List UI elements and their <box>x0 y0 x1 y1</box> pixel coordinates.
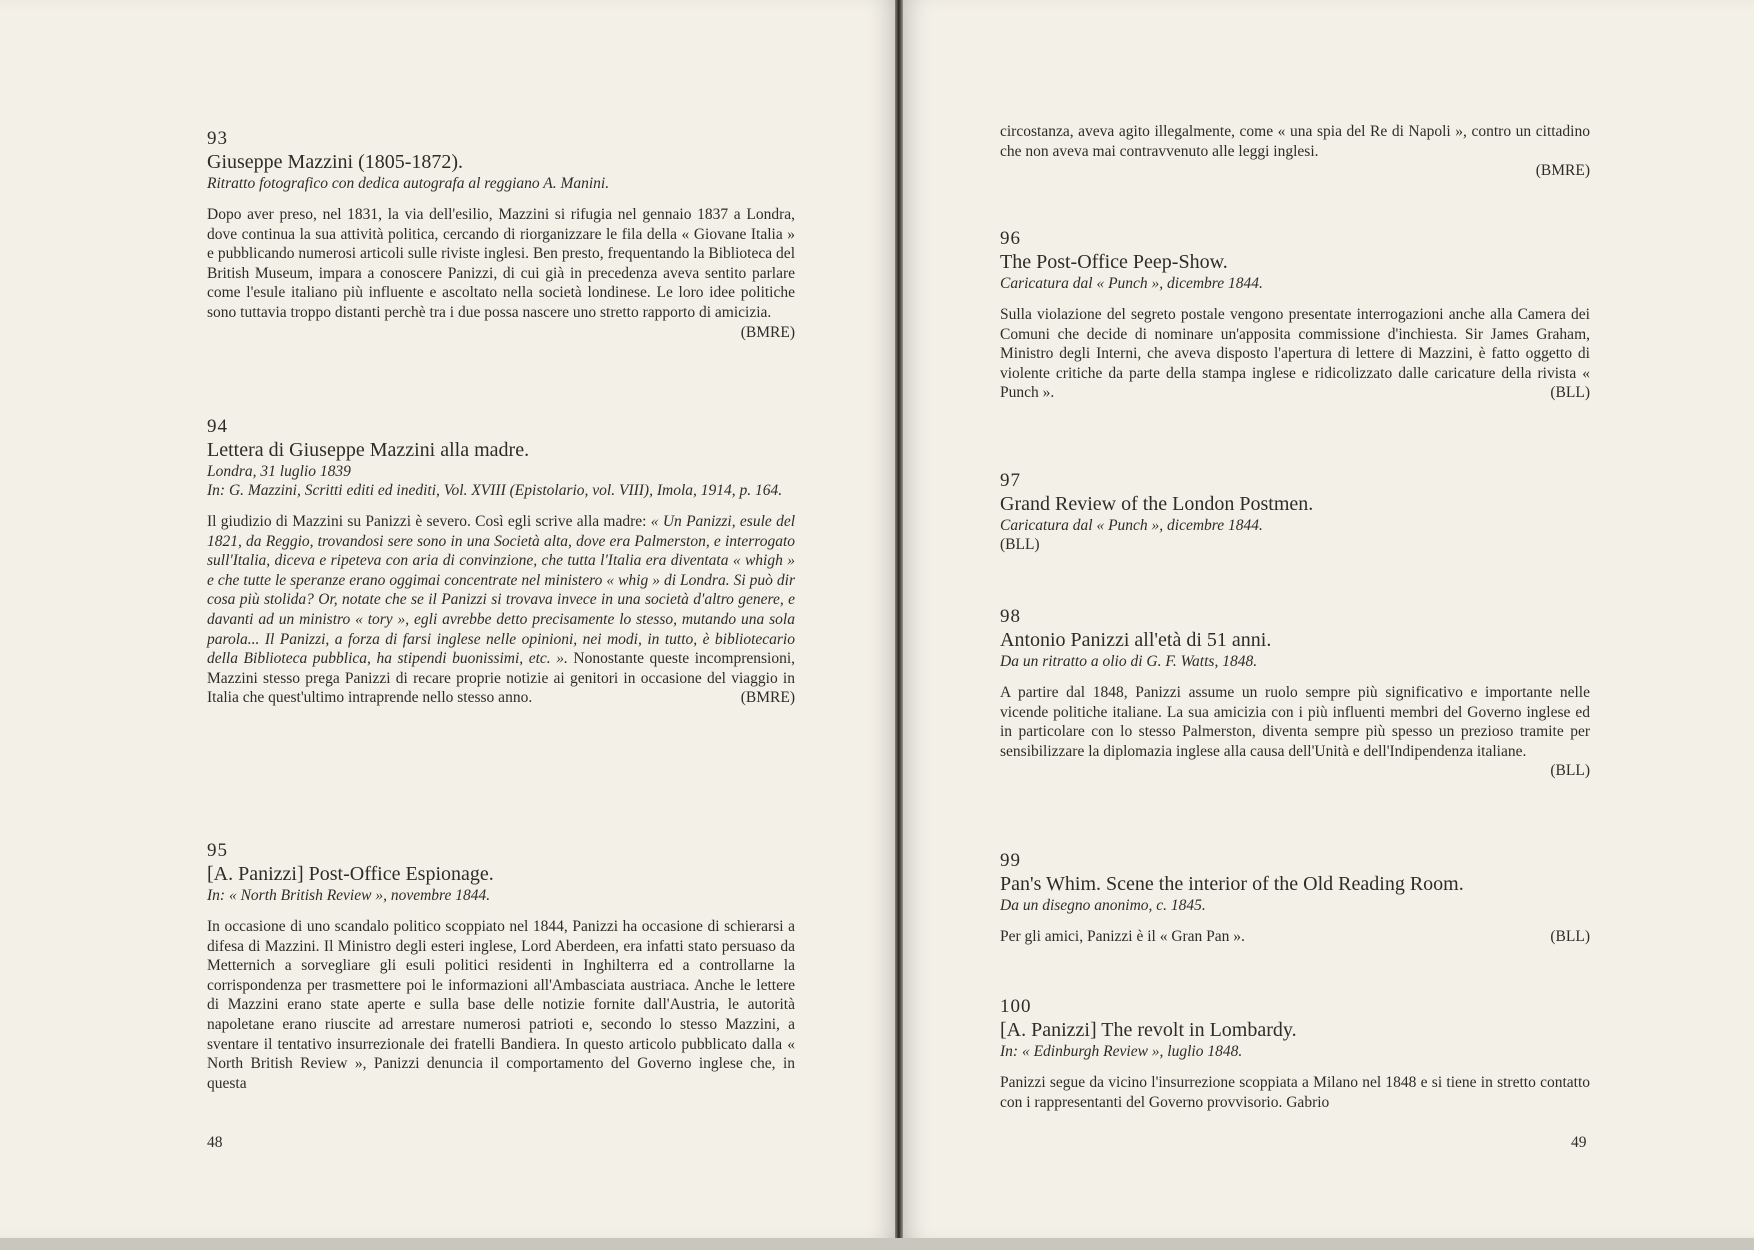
entry-body: In occasione di uno scandalo politico scoppiato nel 1844, Panizzi ha occasione di schierarsi a difesa di Mazzini. Il Ministro degli esteri inglese, Lord Aberdeen, era infatti stato persuaso da Metternich a sorvegliare gli esuli politici residenti in Inghilterra ed a controllarne la corrispondenza per trasmettere poi le informazioni all'Ambasciata austriaca. Anche le lettere di Mazzini erano state aperte e sulla base delle notizie fornite dall'Austria, le autorità napoletane erano riuscite ad arrestare numerosi patrioti e, secondo lo stesso Mazzini, a sventare il tentativo insurrezionale dei fratelli Bandiera. In questo articolo pubblicato dalla « North British Review », Panizzi denuncia il comportamento del Governo inglese che, in questa <box>207 918 795 1092</box>
entry-reference: (BLL) <box>1550 384 1590 402</box>
entry-body <box>1000 927 1590 947</box>
entry-reference: (BLL) <box>1550 928 1590 945</box>
entry-93 <box>207 128 795 342</box>
entry-95 <box>207 840 795 1093</box>
entry-body: A partire dal 1848, Panizzi assume un ruolo sempre più significativo e importante nelle vicende politiche italiane. La sua amicizia con i più influenti membri del Governo inglese ed in particolare con lo stesso Palmerston, diventa sempre più spesso un prezioso tramite per sensibilizzare la diplomazia inglese alla causa dell'Unità e dell'Indipendenza italiane. <box>1000 684 1590 760</box>
entry-body-intro: Il giudizio di Mazzini su Panizzi è severo. Così egli scrive alla madre: <box>207 513 651 530</box>
entry-number: 96 <box>1000 228 1021 249</box>
continuation-block <box>1000 122 1590 181</box>
book-gutter <box>895 0 903 1238</box>
page-number-right: 49 <box>1571 1134 1587 1151</box>
entry-body-text: Sulla violazione del segreto postale vengono presentate interrogazioni anche alla Camera dei Comuni che decide di nominare un'apposita commissione d'inchiesta. Sir James Graham, Ministro degli Interni, che aveva disposto l'apertura di lettere di Mazzini, è fatto oggetto di violente critiche da parte della stampa inglese e ridicolizzato dalle caricature della rivista « Punch ». <box>1000 306 1590 402</box>
entry-title: Antonio Panizzi all'età di 51 anni. <box>1000 629 1272 651</box>
entry-subtitle: Da un disegno anonimo, c. 1845. <box>1000 897 1206 914</box>
entry-body-text: Per gli amici, Panizzi è il « Gran Pan ». <box>1000 928 1245 945</box>
entry-reference: (BLL) <box>1550 762 1590 780</box>
entry-subtitle: In: « North British Review », novembre 1844. <box>207 887 491 904</box>
entry-number: 94 <box>207 416 228 437</box>
entry-subtitle: In: « Edinburgh Review », luglio 1848. <box>1000 1043 1243 1060</box>
entry-subtitle: Da un ritratto a olio di G. F. Watts, 1848. <box>1000 653 1258 670</box>
entry-subtitle: Londra, 31 luglio 1839 <box>207 463 351 480</box>
entry-subtitle: Caricatura dal « Punch », dicembre 1844. <box>1000 517 1263 534</box>
entry-body: Panizzi segue da vicino l'insurrezione scoppiata a Milano nel 1848 e si tiene in stretto contatto con i rappresentanti del Governo provvisorio. Gabrio <box>1000 1074 1590 1111</box>
entry-96 <box>1000 228 1590 403</box>
entry-reference: (BMRE) <box>740 689 795 707</box>
entry-body-outro: Nonostante queste incomprensioni, Mazzini stesso prega Panizzi di recare proprie notizie ai genitori in occasione del viaggio in Italia che quest'ultimo intraprende nello stesso anno. <box>207 650 796 707</box>
scan-bottom-edge <box>0 1238 1754 1250</box>
entry-100 <box>1000 996 1590 1112</box>
entry-body <box>207 205 795 341</box>
entry-title: Pan's Whim. Scene the interior of the Old Reading Room. <box>1000 873 1464 895</box>
entry-body <box>207 512 795 708</box>
entry-title: Grand Review of the London Postmen. <box>1000 493 1314 515</box>
entry-number: 100 <box>1000 996 1032 1017</box>
entry-number: 93 <box>207 128 228 149</box>
continuation-text: circostanza, aveva agito illegalmente, come « una spia del Re di Napoli », contro un cittadino che non aveva mai contravvenuto alle leggi inglesi. <box>1000 123 1590 160</box>
entry-reference: (BLL) <box>1000 536 1040 553</box>
entry-subtitle: Caricatura dal « Punch », dicembre 1844. <box>1000 275 1263 292</box>
entry-title: The Post-Office Peep-Show. <box>1000 251 1228 273</box>
entry-reference: (BMRE) <box>1535 162 1590 180</box>
entry-97 <box>1000 470 1590 555</box>
entry-number: 99 <box>1000 850 1021 871</box>
entry-body-quote: « Un Panizzi, esule del 1821, da Reggio, trovandosi sere sono in una Società alta, dove era Palmerston, e interrogato sull'Italia, diceva e ripeteva con aria di convinzione, che tutta l'Italia era diventata « whigh » e che tutte le speranze erano oggimai concentrate nel ministero « whig » di Londra. Si può dir cosa più stolida? Or, notate che se il Panizzi si trovava invece in una società d'altro genere, e davanti ad un ministro « tory », egli avrebbe detto precisamente lo stesso, mutando una sola parola... Il Panizzi, a forza di farsi inglese nelle opinioni, nei modi, in tutto, è bibliotecario della Biblioteca pubblica, ha stipendi buonissimi, etc. ». <box>207 513 795 668</box>
entry-body <box>1000 305 1590 403</box>
entry-body-text: Dopo aver preso, nel 1831, la via dell'esilio, Mazzini si rifugia nel gennaio 1837 a Londra, dove continua la sua attività politica, cercando di riorganizzare le fila della « Giovane Italia » e pubblicando numerosi articoli sulle riviste inglesi. Ben presto, frequentando la Biblioteca del British Museum, impara a conoscere Panizzi, di cui già in precedenza aveva sentito parlare come l'esule italiano più influente e ascoltato nella società londinese. Le loro idee politiche sono tuttavia troppo distanti perchè tra i due possa nascere uno stretto rapporto di amicizia. <box>207 206 795 321</box>
entry-title: Giuseppe Mazzini (1805-1872). <box>207 151 464 173</box>
entry-reference: (BMRE) <box>740 323 795 341</box>
entry-number: 98 <box>1000 606 1021 627</box>
entry-title: [A. Panizzi] Post-Office Espionage. <box>207 863 494 885</box>
entry-99 <box>1000 850 1590 947</box>
entry-98 <box>1000 606 1590 781</box>
entry-title: Lettera di Giuseppe Mazzini alla madre. <box>207 439 530 461</box>
entry-number: 95 <box>207 840 228 861</box>
entry-94 <box>207 416 795 708</box>
entry-number: 97 <box>1000 470 1021 491</box>
page-number-left: 48 <box>207 1134 223 1151</box>
entry-title: [A. Panizzi] The revolt in Lombardy. <box>1000 1019 1297 1041</box>
entry-subtitle: Ritratto fotografico con dedica autografa al reggiano A. Manini. <box>207 175 610 192</box>
entry-subtitle: In: G. Mazzini, Scritti editi ed inediti, Vol. XVIII (Epistolario, vol. VIII), Imola, 1914, p. 164. <box>207 482 783 499</box>
